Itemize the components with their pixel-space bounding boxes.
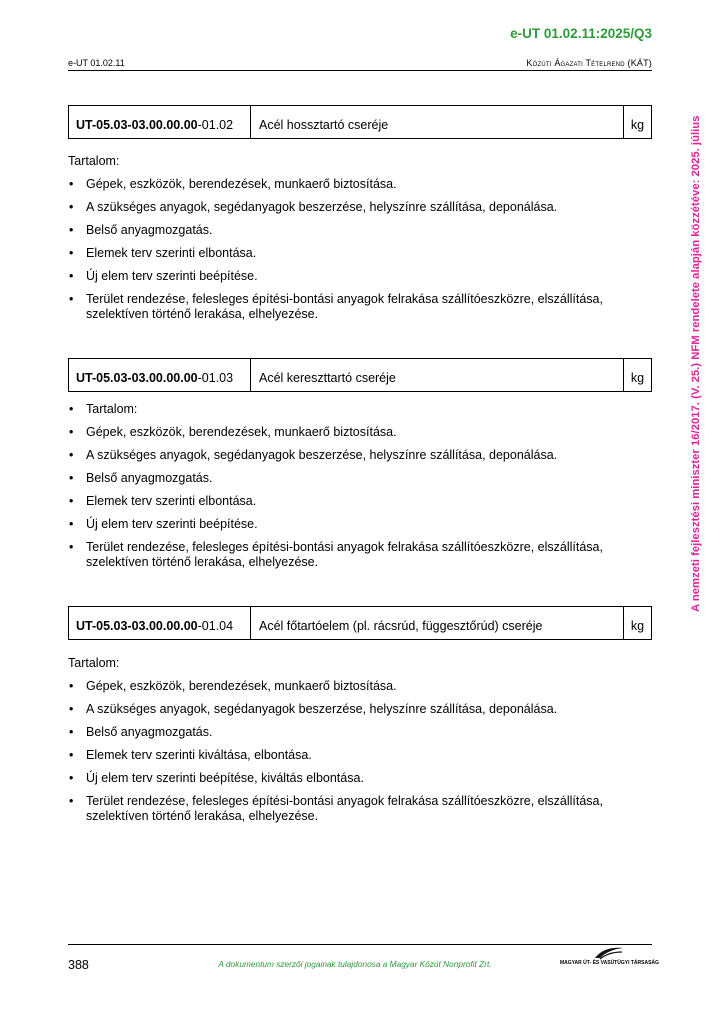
bullet-list (68, 177, 628, 322)
item-table-01-02 (68, 105, 652, 139)
bullet-list (68, 679, 628, 824)
list-item: • Belső anyagmozgatás. (68, 471, 628, 486)
item-content-01-03 (68, 402, 628, 578)
list-item: • Belső anyagmozgatás. (68, 223, 628, 238)
list-item: • Gépek, eszközök, berendezések, munkaerő biztosítása. (68, 679, 628, 694)
page-number: 388 (68, 958, 89, 972)
list-item: • Belső anyagmozgatás. (68, 725, 628, 740)
copyright-notice: A dokumentum szerzői jogainak tulajdonosa a Magyar Közút Nonprofit Zrt. (218, 959, 492, 969)
list-item: • Gépek, eszközök, berendezések, munkaerő biztosítása. (68, 425, 628, 440)
item-code-suffix: -01.03 (197, 371, 234, 385)
item-code-suffix: -01.02 (197, 118, 234, 132)
list-item: • Új elem terv szerinti beépítése, kiváltás elbontása. (68, 771, 628, 786)
item-unit: kg (630, 118, 645, 132)
list-item: • Terület rendezése, felesleges építési-bontási anyagok felrakása szállítóeszközre, elszállítása, szelektíven történő lerakása, elhelyezése. (68, 292, 628, 322)
item-code (69, 106, 251, 138)
item-table-01-04 (68, 606, 652, 640)
item-code-bold: UT-05.03-03.00.00.00 (76, 619, 198, 633)
item-content-01-04 (68, 656, 628, 832)
item-code (69, 607, 251, 639)
item-title: Acél hossztartó cseréje (251, 106, 624, 138)
content-label: Tartalom: (68, 656, 120, 670)
item-content-01-02 (68, 154, 628, 330)
item-code-bold: UT-05.03-03.00.00.00 (76, 118, 198, 132)
item-title: Acél kereszttartó cseréje (251, 359, 624, 391)
list-item: • Új elem terv szerinti beépítése. (68, 517, 628, 532)
logo-text: MAGYAR ÚT- ÉS VASÚTÜGYI TÁRSASÁG (560, 960, 659, 966)
bullet-list (68, 402, 628, 570)
list-item: • A szükséges anyagok, segédanyagok beszerzése, helyszínre szállítása, deponálása. (68, 200, 628, 215)
content-label: Tartalom: (68, 154, 120, 168)
list-item: • A szükséges anyagok, segédanyagok beszerzése, helyszínre szállítása, deponálása. (68, 448, 628, 463)
running-header (68, 58, 652, 71)
side-note (690, 96, 702, 632)
list-item: • Terület rendezése, felesleges építési-bontási anyagok felrakása szállítóeszközre, elszállítása, szelektíven történő lerakása, elhelyezése. (68, 794, 628, 824)
list-item: • Gépek, eszközök, berendezések, munkaerő biztosítása. (68, 177, 628, 192)
logo-swoosh-icon (594, 946, 624, 960)
item-code (69, 359, 251, 391)
company-logo (560, 944, 659, 970)
list-item: • Új elem terv szerinti beépítése. (68, 269, 628, 284)
document-code: e-UT 01.02.11:2025/Q3 (510, 26, 652, 41)
list-item: • Elemek terv szerinti elbontása. (68, 246, 628, 261)
side-note-text: A nemzeti fejlesztési miniszter 16/2017. (V. 25.) NFM rendelete alapján közzétéve: 2025. július (690, 115, 702, 612)
item-unit: kg (630, 371, 645, 385)
list-item: • Elemek terv szerinti kiváltása, elbontása. (68, 748, 628, 763)
item-title: Acél főtartóelem (pl. rácsrúd, függesztőrúd) cseréje (251, 607, 624, 639)
item-table-01-03 (68, 358, 652, 392)
list-item: • A szükséges anyagok, segédanyagok beszerzése, helyszínre szállítása, deponálása. (68, 702, 628, 717)
list-item: • Elemek terv szerinti elbontása. (68, 494, 628, 509)
item-code-suffix: -01.04 (197, 619, 234, 633)
item-unit: kg (630, 619, 645, 633)
list-item: • Terület rendezése, felesleges építési-bontási anyagok felrakása szállítóeszközre, elszállítása, szelektíven történő lerakása, elhelyezése. (68, 540, 628, 570)
running-header-right: Közúti Ágazati Tételrend (KÁT) (526, 58, 652, 68)
running-header-left: e-UT 01.02.11 (68, 58, 125, 68)
list-item: • Tartalom: (68, 402, 628, 417)
item-code-bold: UT-05.03-03.00.00.00 (76, 371, 198, 385)
